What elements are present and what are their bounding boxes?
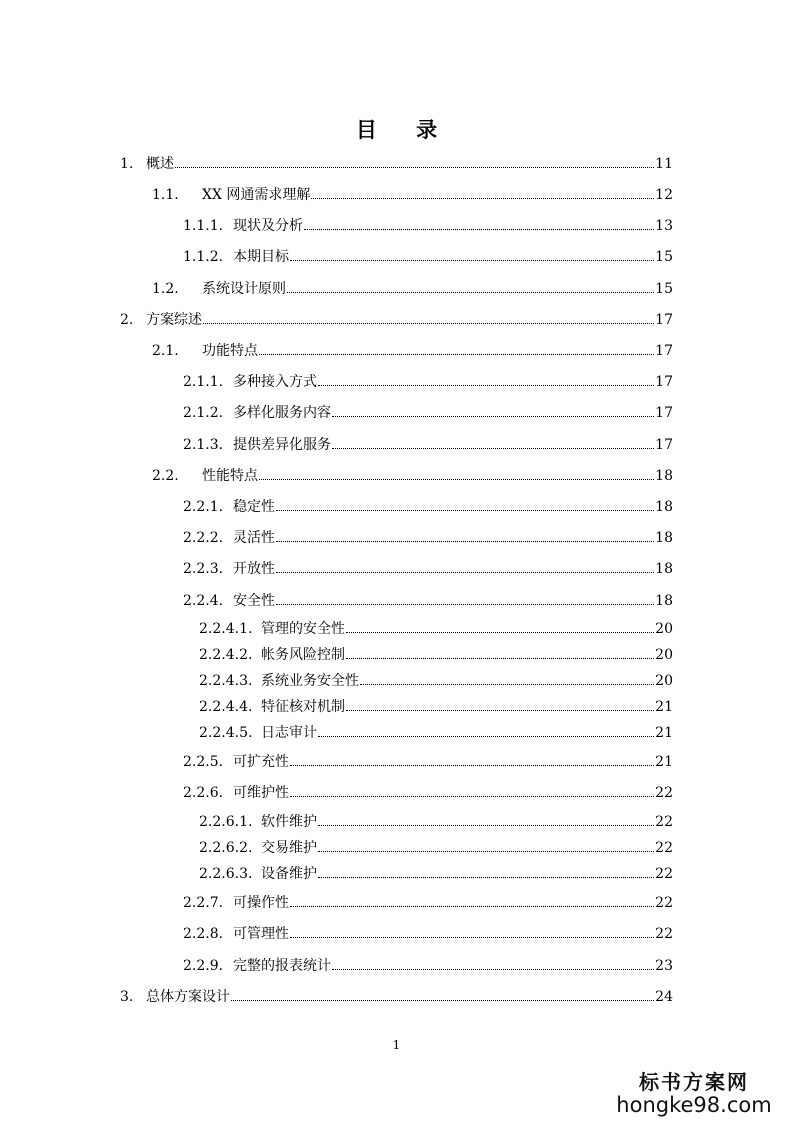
toc-entry-number: 2. <box>120 312 134 328</box>
toc-entry-page: 20 <box>655 621 673 637</box>
toc-entry[interactable] <box>152 184 673 204</box>
toc-entry-number: 2.1.1. <box>183 374 224 390</box>
toc-leader-dots <box>318 850 654 852</box>
toc-leader-dots <box>290 795 654 797</box>
watermark-title: 标书方案网 <box>639 1070 749 1094</box>
toc-entry-page: 21 <box>655 725 673 741</box>
toc-entry-page: 21 <box>655 754 673 770</box>
toc-entry-label: 总体方案设计 <box>146 989 230 1005</box>
toc-entry[interactable] <box>183 558 673 578</box>
toc-entry[interactable] <box>152 278 673 298</box>
toc-entry-label: 稳定性 <box>233 499 275 515</box>
toc-entry-page: 22 <box>655 866 673 882</box>
toc-leader-dots <box>360 683 654 685</box>
toc-entry-number: 1. <box>120 156 134 172</box>
toc-entry-number: 2.2.4.4. <box>199 699 253 715</box>
toc-entry-page: 23 <box>655 958 673 974</box>
toc-entry-label: 提供差异化服务 <box>233 437 331 453</box>
toc-entry-page: 20 <box>655 673 673 689</box>
toc-entry[interactable] <box>183 751 673 771</box>
toc-entry-label: 概述 <box>146 156 174 172</box>
toc-entry-number: 2.2.4.2. <box>199 647 253 663</box>
toc-title: 目 录 <box>355 117 454 142</box>
toc-entry-label: 帐务风险控制 <box>261 647 345 663</box>
toc-entry-number: 3. <box>120 989 134 1005</box>
toc-leader-dots <box>346 657 654 659</box>
toc-entry-number: 2.2.4. <box>183 593 224 609</box>
toc-entry-number: 2.1.3. <box>183 437 224 453</box>
toc-entry-label: 可扩充性 <box>233 754 289 770</box>
toc-entry-label: 多样化服务内容 <box>233 405 331 421</box>
toc-entry-number: 2.1.2. <box>183 405 224 421</box>
toc-entry-number: 2.2.4.3. <box>199 673 253 689</box>
toc-entry-page: 18 <box>655 468 673 484</box>
toc-leader-dots <box>290 905 654 907</box>
toc-leader-dots <box>290 259 654 261</box>
toc-entry[interactable] <box>199 644 673 664</box>
toc-entry-number: 2.2. <box>152 468 179 484</box>
toc-leader-dots <box>346 631 654 633</box>
toc-entry-page: 17 <box>655 343 673 359</box>
toc-entry-label: 安全性 <box>233 593 275 609</box>
toc-entry-label: 现状及分析 <box>233 218 303 234</box>
toc-entry-label: 系统业务安全性 <box>261 673 359 689</box>
toc-entry-label: 方案综述 <box>146 312 202 328</box>
toc-entry-number: 1.1.1. <box>183 218 224 234</box>
watermark-logo <box>609 1066 779 1117</box>
toc-leader-dots <box>231 999 654 1001</box>
toc-leader-dots <box>332 415 654 417</box>
toc-leader-dots <box>259 478 654 480</box>
toc-entry-page: 22 <box>655 926 673 942</box>
toc-entry-page: 18 <box>655 593 673 609</box>
toc-leader-dots <box>259 353 654 355</box>
toc-entry-page: 22 <box>655 895 673 911</box>
toc-entry-label: 功能特点 <box>202 343 258 359</box>
toc-entry[interactable] <box>183 434 673 454</box>
toc-leader-dots <box>318 384 654 386</box>
toc-entry-label: 可管理性 <box>233 926 289 942</box>
toc-entry[interactable] <box>183 246 673 266</box>
toc-entry-page: 18 <box>655 561 673 577</box>
toc-entry[interactable] <box>199 618 673 638</box>
page-number: 1 <box>392 1038 401 1052</box>
toc-entry-page: 18 <box>655 499 673 515</box>
toc-entry[interactable] <box>199 837 673 857</box>
toc-entry-number: 1.1.2. <box>183 249 224 265</box>
toc-entry-page: 18 <box>655 530 673 546</box>
toc-entry-number: 1.1. <box>152 187 179 203</box>
toc-entry[interactable] <box>183 892 673 912</box>
toc-entry-label: 管理的安全性 <box>261 621 345 637</box>
toc-entry-label: 日志审计 <box>261 725 317 741</box>
toc-entry-page: 17 <box>655 312 673 328</box>
toc-entry-number: 2.2.1. <box>183 499 224 515</box>
toc-leader-dots <box>332 447 654 449</box>
toc-entry[interactable] <box>183 782 673 802</box>
toc-entry[interactable] <box>183 923 673 943</box>
toc-leader-dots <box>276 571 654 573</box>
toc-entry-page: 21 <box>655 699 673 715</box>
toc-leader-dots <box>175 166 654 168</box>
toc-leader-dots <box>276 540 654 542</box>
toc-entry-number: 2.2.9. <box>183 958 224 974</box>
toc-entry-label: 可维护性 <box>233 785 289 801</box>
toc-leader-dots <box>287 291 654 293</box>
toc-entry-number: 2.2.6.1. <box>199 814 253 830</box>
toc-entry[interactable] <box>199 863 673 883</box>
toc-entry[interactable] <box>199 696 673 716</box>
toc-entry-page: 17 <box>655 374 673 390</box>
toc-entry-page: 24 <box>655 989 673 1005</box>
toc-entry-number: 2.2.7. <box>183 895 224 911</box>
toc-entry[interactable] <box>183 402 673 422</box>
toc-entry-number: 2.2.4.1. <box>199 621 253 637</box>
toc-entry-page: 22 <box>655 814 673 830</box>
toc-entry-page: 20 <box>655 647 673 663</box>
toc-leader-dots <box>318 876 654 878</box>
toc-entry-number: 2.2.6.2. <box>199 840 253 856</box>
toc-entry[interactable] <box>199 670 673 690</box>
toc-leader-dots <box>290 764 654 766</box>
toc-entry-page: 15 <box>655 281 673 297</box>
toc-entry-label: XX 网通需求理解 <box>202 187 311 203</box>
toc-entry-page: 17 <box>655 437 673 453</box>
toc-entry-number: 2.2.4.5. <box>199 725 253 741</box>
toc-leader-dots <box>332 968 654 970</box>
toc-entry-label: 系统设计原则 <box>202 281 286 297</box>
toc-leader-dots <box>304 228 654 230</box>
toc-leader-dots <box>276 509 654 511</box>
toc-entry-label: 可操作性 <box>233 895 289 911</box>
toc-leader-dots <box>290 936 654 938</box>
toc-entry[interactable] <box>183 496 673 516</box>
toc-entry[interactable] <box>199 811 673 831</box>
toc-entry-label: 开放性 <box>233 561 275 577</box>
toc-entry-page: 11 <box>655 156 673 172</box>
toc-entry-label: 完整的报表统计 <box>233 958 331 974</box>
toc-entry-number: 2.2.6.3. <box>199 866 253 882</box>
toc-entry-number: 2.2.2. <box>183 530 224 546</box>
toc-entry[interactable] <box>183 590 673 610</box>
watermark-url: hongke98.com <box>616 1093 772 1117</box>
toc-leader-dots <box>346 709 654 711</box>
toc-entry[interactable] <box>183 371 673 391</box>
toc-entry[interactable] <box>152 465 673 485</box>
toc-entry-label: 软件维护 <box>261 814 317 830</box>
toc-entry-label: 交易维护 <box>261 840 317 856</box>
toc-entry[interactable] <box>183 215 673 235</box>
toc-leader-dots <box>318 824 654 826</box>
toc-entry-label: 多种接入方式 <box>233 374 317 390</box>
toc-entry[interactable] <box>152 340 673 360</box>
toc-leader-dots <box>203 322 654 324</box>
toc-entry-page: 17 <box>655 405 673 421</box>
toc-entry-page: 15 <box>655 249 673 265</box>
toc-entry-number: 2.1. <box>152 343 179 359</box>
toc-entry-number: 2.2.3. <box>183 561 224 577</box>
toc-entry-label: 灵活性 <box>233 530 275 546</box>
toc-entry-label: 设备维护 <box>261 866 317 882</box>
toc-entry-number: 2.2.8. <box>183 926 224 942</box>
toc-entry-page: 22 <box>655 785 673 801</box>
toc-entry-number: 1.2. <box>152 281 179 297</box>
toc-leader-dots <box>318 735 654 737</box>
toc-entry[interactable] <box>183 527 673 547</box>
toc-entry[interactable] <box>183 955 673 975</box>
toc-entry-number: 2.2.5. <box>183 754 224 770</box>
toc-entry-label: 本期目标 <box>233 249 289 265</box>
toc-entry[interactable] <box>120 309 673 329</box>
toc-entry-page: 22 <box>655 840 673 856</box>
toc-entry-number: 2.2.6. <box>183 785 224 801</box>
toc-entry[interactable] <box>120 986 673 1006</box>
toc-leader-dots <box>276 603 654 605</box>
toc-entry[interactable] <box>199 722 673 742</box>
toc-entry-page: 13 <box>655 218 673 234</box>
toc-entry[interactable] <box>120 153 673 173</box>
toc-entry-label: 性能特点 <box>202 468 258 484</box>
toc-leader-dots <box>311 197 654 199</box>
toc-entry-page: 12 <box>655 187 673 203</box>
toc-entry-label: 特征核对机制 <box>261 699 345 715</box>
